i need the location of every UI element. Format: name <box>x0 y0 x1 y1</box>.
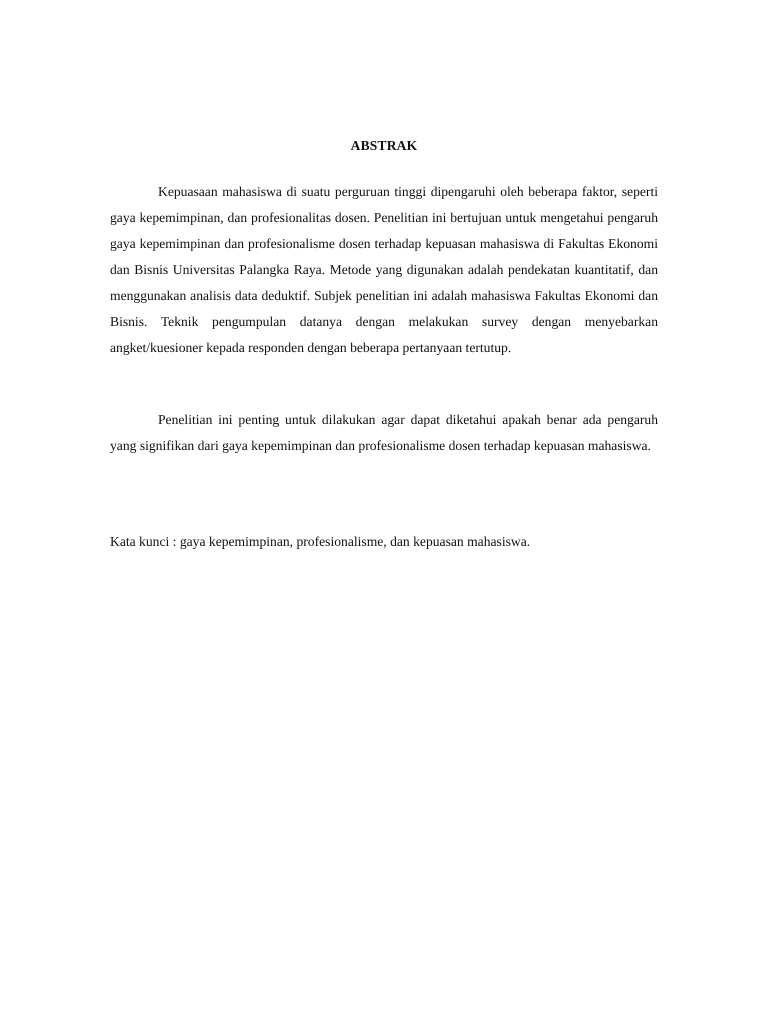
abstract-title: ABSTRAK <box>350 138 418 153</box>
keywords-line: Kata kunci : gaya kepemimpinan, profesionalisme, dan kepuasan mahasiswa. <box>110 534 531 549</box>
abstract-paragraph-2: Penelitian ini penting untuk dilakukan agar dapat diketahui apakah benar ada pengaruh yang signifikan dari gaya kepemimpinan dan profesionalisme dosen terhadap kepuasan mahasiswa. <box>110 412 658 453</box>
abstract-paragraph-1: Kepuasaan mahasiswa di suatu perguruan tinggi dipengaruhi oleh beberapa faktor, seperti gaya kepemimpinan, dan profesionalitas dosen. Penelitian ini bertujuan untuk mengetahui pengaruh gaya kepemimpinan dan profesionalisme dosen terhadap kepuasan mahasiswa di Fakultas Ekonomi dan Bisnis Universitas Palangka Raya. Metode yang digunakan adalah pendekatan kuantitatif, dan menggunakan analisis data deduktif. Subjek penelitian ini adalah mahasiswa Fakultas Ekonomi dan Bisnis. Teknik pengumpulan datanya dengan melakukan survey dengan menyebarkan angket/kuesioner kepada responden dengan beberapa pertanyaan tertutup. <box>110 184 658 355</box>
